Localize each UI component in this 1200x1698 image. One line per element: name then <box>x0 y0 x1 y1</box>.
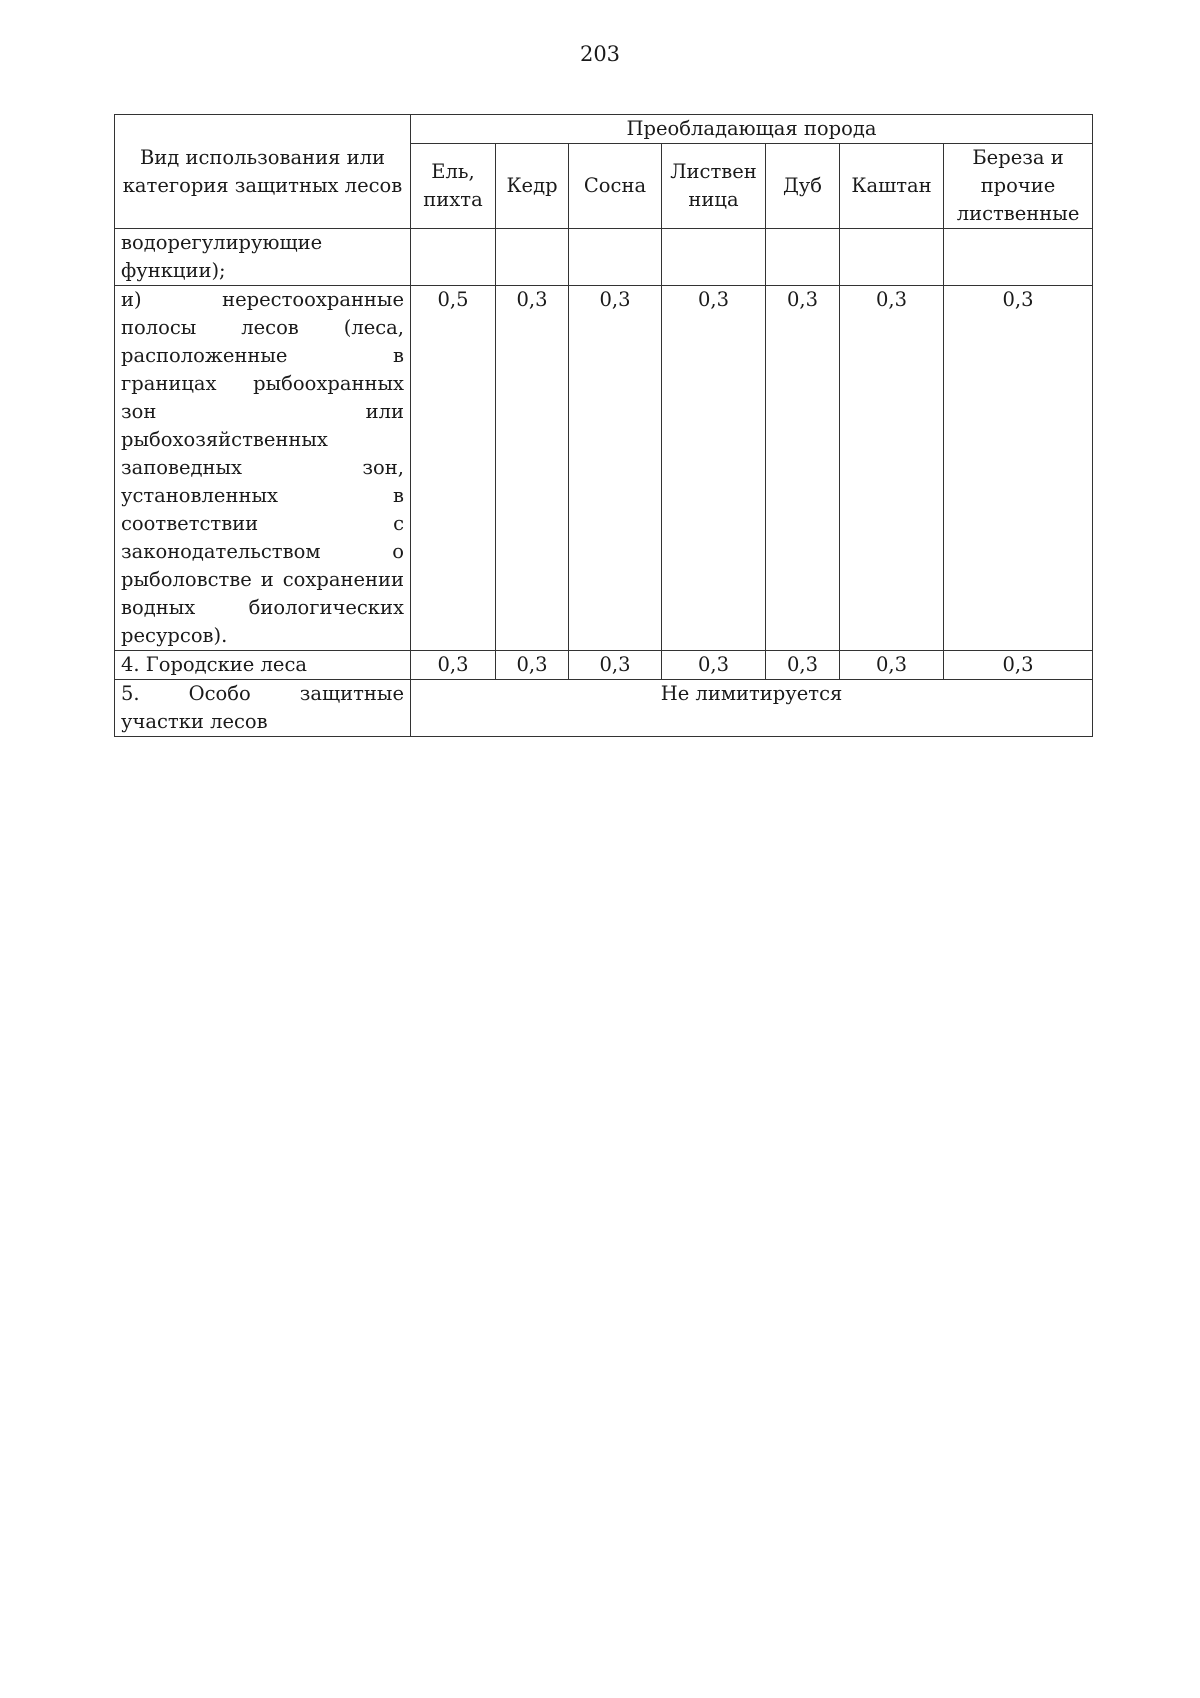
column-header-chestnut: Каштан <box>840 144 944 229</box>
merged-value-cell: Не лимитируется <box>411 680 1093 737</box>
column-header-spruce-fir: Ель, пихта <box>411 144 496 229</box>
table-cell <box>662 229 766 286</box>
table-cell <box>840 229 944 286</box>
page-number: 203 <box>579 42 621 66</box>
row-label: водорегулирующие функции); <box>115 229 411 286</box>
table-row <box>115 229 1093 286</box>
row-label: 4. Городские леса <box>115 651 411 680</box>
table-row <box>115 286 1093 651</box>
table-row <box>115 651 1093 680</box>
table-cell: 0,3 <box>840 286 944 651</box>
column-header-birch-other: Береза и прочие лиственные <box>944 144 1093 229</box>
column-header-larch: Листвен ница <box>662 144 766 229</box>
row-header: Вид использования или категория защитных лесов <box>115 115 411 229</box>
table-cell: 0,3 <box>766 651 840 680</box>
column-header-pine: Сосна <box>569 144 662 229</box>
table-cell: 0,3 <box>569 651 662 680</box>
column-header-cedar: Кедр <box>496 144 569 229</box>
forest-use-table <box>114 114 1093 737</box>
table-cell: 0,3 <box>944 651 1093 680</box>
table-cell: 0,3 <box>569 286 662 651</box>
row-label: 5. Особо защитные участки лесов <box>115 680 411 737</box>
table-cell: 0,5 <box>411 286 496 651</box>
row-label: и) нерестоохранные полосы лесов (леса, расположенные в границах рыбоохранных зон или рыбохозяйственных заповедных зон, установленных в соответствии с законодательством о рыболовстве и сохранении водных биологических ресурсов). <box>115 286 411 651</box>
table-cell: 0,3 <box>840 651 944 680</box>
table-cell <box>944 229 1093 286</box>
table-cell: 0,3 <box>944 286 1093 651</box>
group-header: Преобладающая порода <box>411 115 1093 144</box>
table-cell: 0,3 <box>662 651 766 680</box>
table-cell <box>569 229 662 286</box>
table-cell <box>766 229 840 286</box>
table-cell: 0,3 <box>496 286 569 651</box>
table-cell <box>496 229 569 286</box>
table-cell <box>411 229 496 286</box>
table-row <box>115 680 1093 737</box>
table-cell: 0,3 <box>496 651 569 680</box>
table-cell: 0,3 <box>766 286 840 651</box>
table-cell: 0,3 <box>411 651 496 680</box>
table-cell: 0,3 <box>662 286 766 651</box>
column-header-oak: Дуб <box>766 144 840 229</box>
